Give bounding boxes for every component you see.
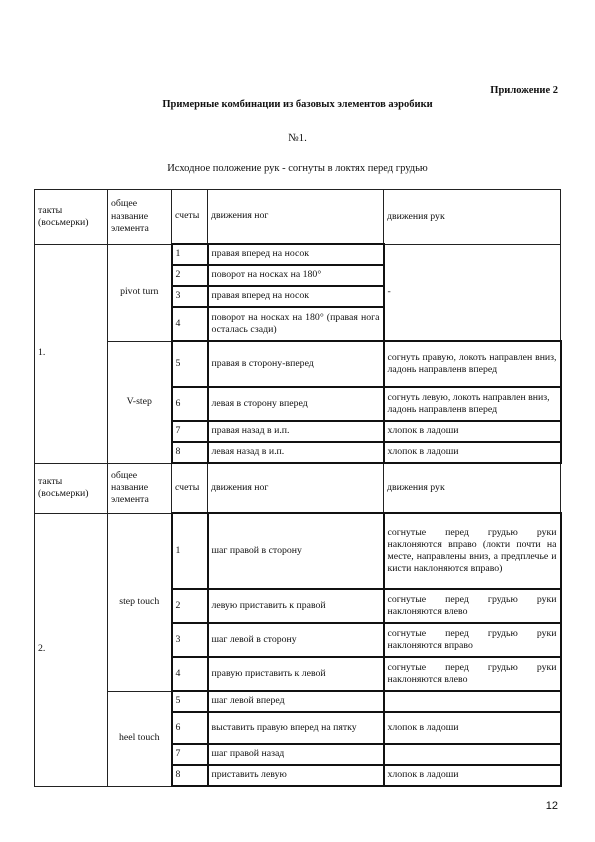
arms-cell: согнуть правую, локоть направлен вниз, ладонь направленв вперед	[384, 341, 561, 387]
legs-cell: правая вперед на носок	[208, 286, 384, 307]
header-count: счеты	[172, 190, 208, 245]
arms-cell	[384, 691, 561, 712]
count-cell: 2	[172, 589, 208, 623]
element-name-cell: V-step	[108, 341, 172, 463]
table-row	[35, 341, 561, 387]
starting-position-note: Исходное положение рук - согнуты в локтях перед грудью	[167, 163, 428, 174]
header-arms: движения рук	[384, 190, 561, 245]
table-row	[35, 244, 561, 265]
table-row	[35, 691, 561, 712]
document-title: Примерные комбинации из базовых элементов аэробики	[162, 99, 433, 110]
count-cell: 2	[172, 265, 208, 286]
arms-cell	[384, 744, 561, 765]
count-cell: 3	[172, 286, 208, 307]
legs-cell: левую приставить к правой	[208, 589, 384, 623]
arms-cell: хлопок в ладоши	[384, 421, 561, 442]
page-number: 12	[545, 800, 558, 812]
arms-cell: хлопок в ладоши	[384, 765, 561, 786]
arms-cell: согнуть левую, локоть направлен вниз, ладонь направленв вперед	[384, 387, 561, 421]
count-cell: 8	[172, 765, 208, 786]
legs-cell: приставить левую	[208, 765, 384, 786]
element-name-cell: heel touch	[108, 691, 172, 786]
legs-cell: левая назад в и.п.	[208, 442, 384, 463]
table-header-row	[35, 190, 561, 245]
count-cell: 6	[172, 712, 208, 744]
legs-cell: выставить правую вперед на пятку	[208, 712, 384, 744]
count-cell: 5	[172, 341, 208, 387]
legs-cell: правую приставить к левой	[208, 657, 384, 691]
arms-cell: согнутые перед грудью руки наклоняются вправо (локти почти на месте, направлены вниз, а предплечье и кисти наклоняются вправо)	[384, 513, 561, 589]
header-element: общее название элемента	[108, 190, 172, 245]
legs-cell: шаг правой назад	[208, 744, 384, 765]
legs-cell: левая в сторону вперед	[208, 387, 384, 421]
count-cell: 3	[172, 623, 208, 657]
count-cell: 7	[172, 421, 208, 442]
count-cell: 5	[172, 691, 208, 712]
legs-cell: правая в сторону-вперед	[208, 341, 384, 387]
legs-cell: шаг левой в сторону	[208, 623, 384, 657]
count-cell: 4	[172, 657, 208, 691]
legs-cell: поворот на носках на 180° (правая нога осталась сзади)	[208, 307, 384, 341]
legs-cell: правая вперед на носок	[208, 244, 384, 265]
header-arms: движения рук	[384, 463, 561, 513]
table-header-row	[35, 463, 561, 513]
arms-cell: -	[384, 244, 561, 341]
takt-cell: 1.	[35, 244, 108, 463]
count-cell: 7	[172, 744, 208, 765]
arms-cell: согнутые перед грудью руки наклоняются влево	[384, 657, 561, 691]
header-takt: такты (восьмерки)	[35, 190, 108, 245]
arms-cell: хлопок в ладоши	[384, 712, 561, 744]
arms-cell: согнутые перед грудью руки наклоняются вправо	[384, 623, 561, 657]
header-legs: движения ног	[208, 463, 384, 513]
count-cell: 4	[172, 307, 208, 341]
header-count: счеты	[172, 463, 208, 513]
arms-cell: хлопок в ладоши	[384, 442, 561, 463]
legs-cell: правая назад в и.п.	[208, 421, 384, 442]
table-row	[35, 513, 561, 589]
element-name-cell: step touch	[108, 513, 172, 691]
appendix-label: Приложение 2	[490, 85, 558, 96]
legs-cell: поворот на носках на 180°	[208, 265, 384, 286]
header-element: общее название элемента	[108, 463, 172, 513]
arms-cell: согнутые перед грудью руки наклоняются влево	[384, 589, 561, 623]
count-cell: 1	[172, 244, 208, 265]
element-name-cell: pivot turn	[108, 244, 172, 341]
header-legs: движения ног	[208, 190, 384, 245]
count-cell: 8	[172, 442, 208, 463]
legs-cell: шаг правой в сторону	[208, 513, 384, 589]
combination-table	[34, 189, 562, 787]
combination-number: №1.	[288, 132, 307, 144]
count-cell: 6	[172, 387, 208, 421]
legs-cell: шаг левой вперед	[208, 691, 384, 712]
takt-cell: 2.	[35, 513, 108, 786]
count-cell: 1	[172, 513, 208, 589]
header-takt: такты (восьмерки)	[35, 463, 108, 513]
